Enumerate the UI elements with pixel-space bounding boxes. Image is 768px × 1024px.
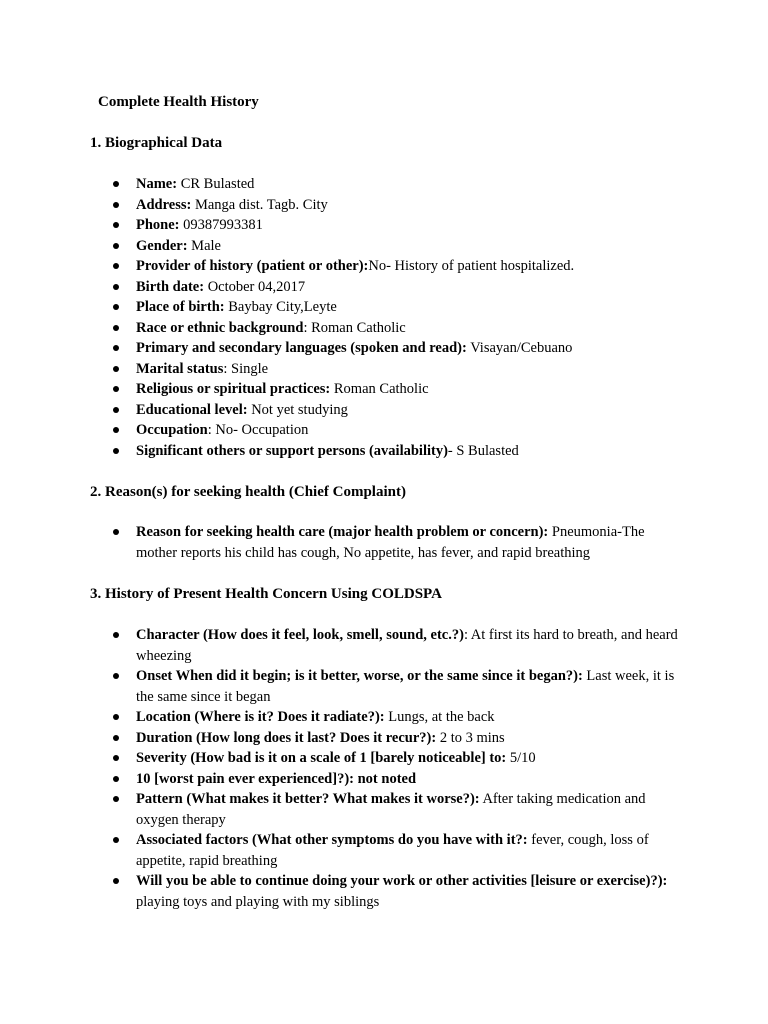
item-value: 5/10 <box>506 750 536 766</box>
item-label: Gender: <box>136 237 188 254</box>
item-label: Marital status <box>136 360 224 377</box>
item-label: Phone: <box>136 217 180 233</box>
list-item <box>0 871 768 912</box>
chief-complaint-list <box>0 522 768 563</box>
item-value: : Roman Catholic <box>303 319 406 336</box>
item-label: Occupation <box>136 422 208 438</box>
biographical-list <box>0 174 768 461</box>
list-item <box>0 707 768 728</box>
item-label: Location (Where is it? Does it radiate?): <box>136 709 385 725</box>
item-value: : No- Occupation <box>207 422 309 438</box>
item-label: Provider of history (patient or other): <box>136 258 369 274</box>
list-item <box>0 441 768 462</box>
list-item <box>0 728 768 749</box>
list-item <box>0 256 768 277</box>
list-item <box>0 769 768 790</box>
list-item <box>0 359 768 380</box>
item-label: Severity (How bad is it on a scale of 1 [barely noticeable] to: <box>136 750 507 766</box>
section-heading-chief-complaint: 2. Reason(s) for seeking health (Chief Complaint) <box>90 484 406 500</box>
item-label: Will you be able to continue doing your work or other activities [leisure or exercise)?): <box>136 873 668 889</box>
list-item <box>0 174 768 195</box>
list-item <box>0 195 768 216</box>
item-value: Last week, it is the same since it began <box>136 668 675 705</box>
item-value: Manga dist. Tagb. City <box>191 196 328 213</box>
list-item <box>0 277 768 298</box>
list-item <box>0 666 768 707</box>
document-title: Complete Health History <box>98 94 259 110</box>
item-value: : Single <box>223 360 269 377</box>
item-label: Address: <box>136 196 192 213</box>
section-heading-biographical: 1. Biographical Data <box>90 135 223 151</box>
item-label: Educational level: <box>136 401 248 418</box>
coldspa-list <box>0 625 768 912</box>
item-label: Associated factors (What other symptoms do you have with it?: <box>136 832 528 848</box>
item-value: fever, cough, loss of appetite, rapid breathing <box>136 832 649 869</box>
item-value: playing toys and playing with my siblings <box>136 893 380 910</box>
item-value: : At first its hard to breath, and heard wheezing <box>136 627 678 664</box>
item-label: Primary and secondary languages (spoken and read): <box>136 340 467 356</box>
section-heading-coldspa: 3. History of Present Health Concern Using COLDSPA <box>90 586 442 602</box>
item-label: 10 [worst pain ever experienced]?): not noted <box>136 770 417 787</box>
list-item <box>0 236 768 257</box>
item-value: Visayan/Cebuano <box>466 340 573 356</box>
item-value: Not yet studying <box>247 401 348 418</box>
list-item <box>0 400 768 421</box>
item-value: After taking medication and oxygen therapy <box>136 791 646 828</box>
list-item <box>0 379 768 400</box>
item-value: Baybay City,Leyte <box>224 299 337 315</box>
list-item <box>0 215 768 236</box>
item-value: October 04,2017 <box>204 278 306 295</box>
item-label: Pattern (What makes it better? What makes it worse?): <box>136 791 480 807</box>
list-item <box>0 830 768 871</box>
item-label: Place of birth: <box>136 299 225 315</box>
item-label: Reason for seeking health care (major health problem or concern): <box>136 524 549 540</box>
item-value: 2 to 3 mins <box>436 729 505 746</box>
list-item <box>0 318 768 339</box>
list-item <box>0 748 768 769</box>
item-label: Birth date: <box>136 278 205 295</box>
list-item <box>0 625 768 666</box>
item-label: Religious or spiritual practices: <box>136 381 331 397</box>
list-item <box>0 420 768 441</box>
item-label: Significant others or support persons (availability) <box>136 442 448 459</box>
list-item <box>0 789 768 830</box>
item-value: Male <box>187 237 221 254</box>
item-value: - S Bulasted <box>447 442 519 459</box>
item-value: No- History of patient hospitalized. <box>368 258 575 274</box>
list-item <box>0 522 768 563</box>
item-value: Pneumonia-The mother reports his child has cough, No appetite, has fever, and rapid breathing <box>136 524 645 561</box>
item-label: Onset When did it begin; is it better, worse, or the same since it began?): <box>136 668 583 684</box>
item-label: Duration (How long does it last? Does it recur?): <box>136 729 437 746</box>
item-label: Character (How does it feel, look, smell, sound, etc.?) <box>136 627 464 643</box>
item-value: 09387993381 <box>179 217 263 233</box>
list-item <box>0 338 768 359</box>
item-label: Race or ethnic background <box>136 319 304 336</box>
item-value: Lungs, at the back <box>384 709 495 725</box>
item-value: CR Bulasted <box>177 176 255 192</box>
item-value: Roman Catholic <box>330 381 429 397</box>
list-item <box>0 297 768 318</box>
item-label: Name: <box>136 176 178 192</box>
